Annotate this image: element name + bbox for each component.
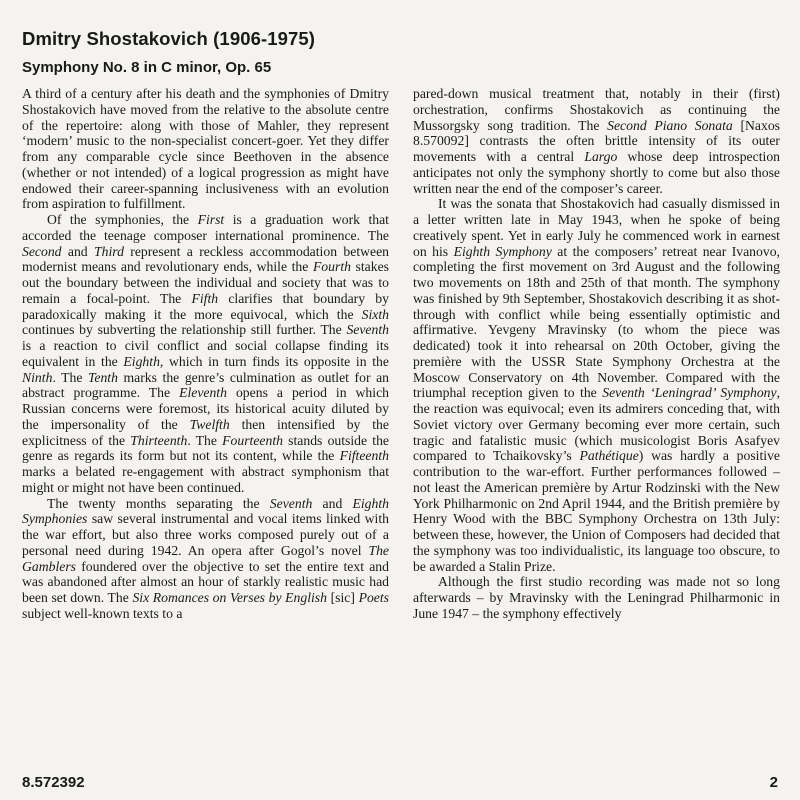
text-run: then intensified by the explicitness of the — [22, 416, 389, 448]
italic-title-run: Six Romances on Verses by English — [132, 590, 327, 605]
text-run: [Naxos 8.570092] contrasts the often brittle intensity of its outer movements with a central — [413, 117, 780, 164]
italic-title-run: Eighth Symphonies — [22, 495, 389, 527]
text-run: . The — [52, 369, 89, 385]
text-run: marks a belated re-engagement with abstract symphonism that might or might not have been continued. — [22, 464, 389, 495]
text-run: continues by subverting the relationship still further. The — [22, 322, 347, 338]
text-run: saw several instrumental and vocal items linked with the war effort, but also three works composed purely out of a personal need during 1942. An opera after Gogol’s novel — [22, 511, 389, 558]
paragraph — [22, 496, 389, 622]
text-run: . The — [187, 432, 223, 448]
text-run: at the composers’ retreat near Ivanovo, completing the first movement on 3rd August and the following two movements on 18th and 25th of that month. The symphony was finished by 9th September, Shostakovich describing it as shot-through with conflict while being essentially optimistic and affirmative. Yevgeny Mravinsky (to whom the piece was dedicated) took it into rehearsal on 20th October, giving the première with the USSR State Symphony Orchestra at the Moscow Conservatory on 4th November. Compared with the triumphal reception given to the — [413, 243, 780, 401]
catalogue-number: 8.572392 — [22, 774, 85, 791]
text-run: is a graduation work that accorded the teenage composer international prominence. The — [22, 212, 389, 243]
work-title: Symphony No. 8 in C minor, Op. 65 — [22, 59, 272, 76]
right-column — [413, 86, 780, 780]
text-run: is a reaction to civil conflict and social collapse finding its equivalent in the — [22, 338, 389, 369]
left-column — [22, 86, 389, 780]
paragraph — [22, 86, 389, 212]
text-run: ) was hardly a positive contribution to the war-effort. Further performances followed – not least the American première by Artur Rodzinski with the New York Philharmonic on 2nd April 1944, and the British première by Henry Wood with the BBC Symphony Orchestra on 13th July: between these, however, the Union of Composers had decided that the symphony was too individualistic, its language too obscure, to be awarded a Stalin Prize. — [413, 448, 780, 574]
text-run: stakes out the boundary between the individual and society that was to remain a focal-point. The — [22, 259, 390, 306]
italic-title-run: Thirteenth — [130, 432, 188, 448]
italic-title-run: Seventh — [269, 495, 313, 511]
italic-title-run: Seventh ‘Leningrad’ Symphony — [602, 385, 777, 401]
paragraph — [22, 212, 389, 496]
italic-title-run: Fourteenth — [222, 432, 283, 448]
text-run: It was the sonata that Shostakovich had casually dismissed in a letter written late in May 1943, when he spoke of being creatively spent. Yet in early July he commenced work in earnest on his — [413, 196, 780, 259]
italic-title-run: Fourth — [312, 259, 351, 275]
page-number: 2 — [769, 774, 778, 791]
italic-title-run: Eleventh — [179, 385, 227, 401]
text-columns — [22, 86, 780, 780]
paragraph — [413, 86, 780, 196]
italic-title-run: Fifth — [191, 290, 219, 306]
italic-title-run: Third — [94, 243, 124, 259]
text-run: marks the genre’s culmination as outlet for an abstract programme. The — [22, 369, 389, 401]
paragraph — [413, 574, 780, 621]
text-run: The twenty months separating the — [47, 495, 270, 511]
italic-title-run: The Gamblers — [22, 542, 389, 574]
italic-title-run: Twelfth — [189, 416, 230, 432]
composer-title: Dmitry Shostakovich (1906-1975) — [22, 28, 316, 49]
text-run: stands outside the genre as regards its form but not its content, while the — [22, 432, 390, 464]
italic-title-run: Ninth — [22, 369, 53, 385]
text-run: [sic] — [326, 590, 359, 605]
text-run: A third of a century after his death and the symphonies of Dmitry Shostakovich have moved from the relative to the absolute centre of the repertoire: along with those of Mahler, they represent ‘modern’ music to the non-specialist concert-goer. Yet they differ from any comparable cycle since Beethoven in the absence (whether or not intended) of a logical progression as might have endowed their career-spanning inclusiveness with an evolution from aspiration to fulfillment. — [22, 86, 389, 212]
italic-title-run: Seventh — [346, 322, 389, 338]
text-run: foundered over the objective to set the entire text and was abandoned after almost an hour of starkly realistic music had been set down. The — [22, 558, 389, 605]
italic-title-run: Tenth — [88, 369, 118, 385]
italic-title-run: Eighth Symphony — [453, 243, 552, 259]
italic-title-run: First — [197, 212, 225, 227]
italic-title-run: Second Piano Sonata — [607, 117, 733, 133]
text-run: represent a reckless accommodation between modernist means and revolutionary ends, while the — [22, 243, 389, 275]
text-run: Of the symphonies, the — [47, 212, 198, 227]
text-run: clarifies that boundary by paradoxically making it the more equivocal, which the — [22, 290, 389, 322]
italic-title-run: Pathétique — [579, 448, 639, 464]
text-run: and — [61, 243, 94, 259]
text-run: and — [312, 495, 353, 511]
italic-title-run: Fifteenth — [339, 448, 389, 464]
text-run: opens a period in which Russian concerns were foremost, its historical acuity diluted by the impersonality of the — [22, 385, 389, 432]
text-run: Although the first studio recording was made not so long afterwards – by Mravinsky with the Leningrad Philharmonic in June 1947 – the symphony effectively — [413, 574, 780, 621]
text-run: , the reaction was equivocal; even its admirers conceding that, with Soviet victory over Germany becoming ever more certain, such tragic and fatalistic music (which musicologist Boris Asafyev compared to Tchaikovsky’s — [413, 385, 781, 464]
text-run: subject well-known texts to a — [22, 605, 183, 621]
header — [22, 28, 315, 76]
italic-title-run: Eighth — [123, 353, 160, 369]
text-run: whose deep introspection anticipates not only the symphony shortly to come but also those written near the end of the composer’s career. — [413, 149, 781, 196]
paragraph — [413, 196, 780, 574]
italic-title-run: Second — [22, 243, 62, 259]
italic-title-run: Poets — [358, 590, 389, 605]
text-run: , which in turn finds its opposite in the — [159, 353, 389, 369]
text-run: pared-down musical treatment that, notably in their (first) orchestration, confirms Shostakovich as continuing the Mussorgsky song tradition. The — [413, 86, 780, 133]
italic-title-run: Sixth — [361, 306, 389, 322]
italic-title-run: Largo — [584, 149, 618, 164]
